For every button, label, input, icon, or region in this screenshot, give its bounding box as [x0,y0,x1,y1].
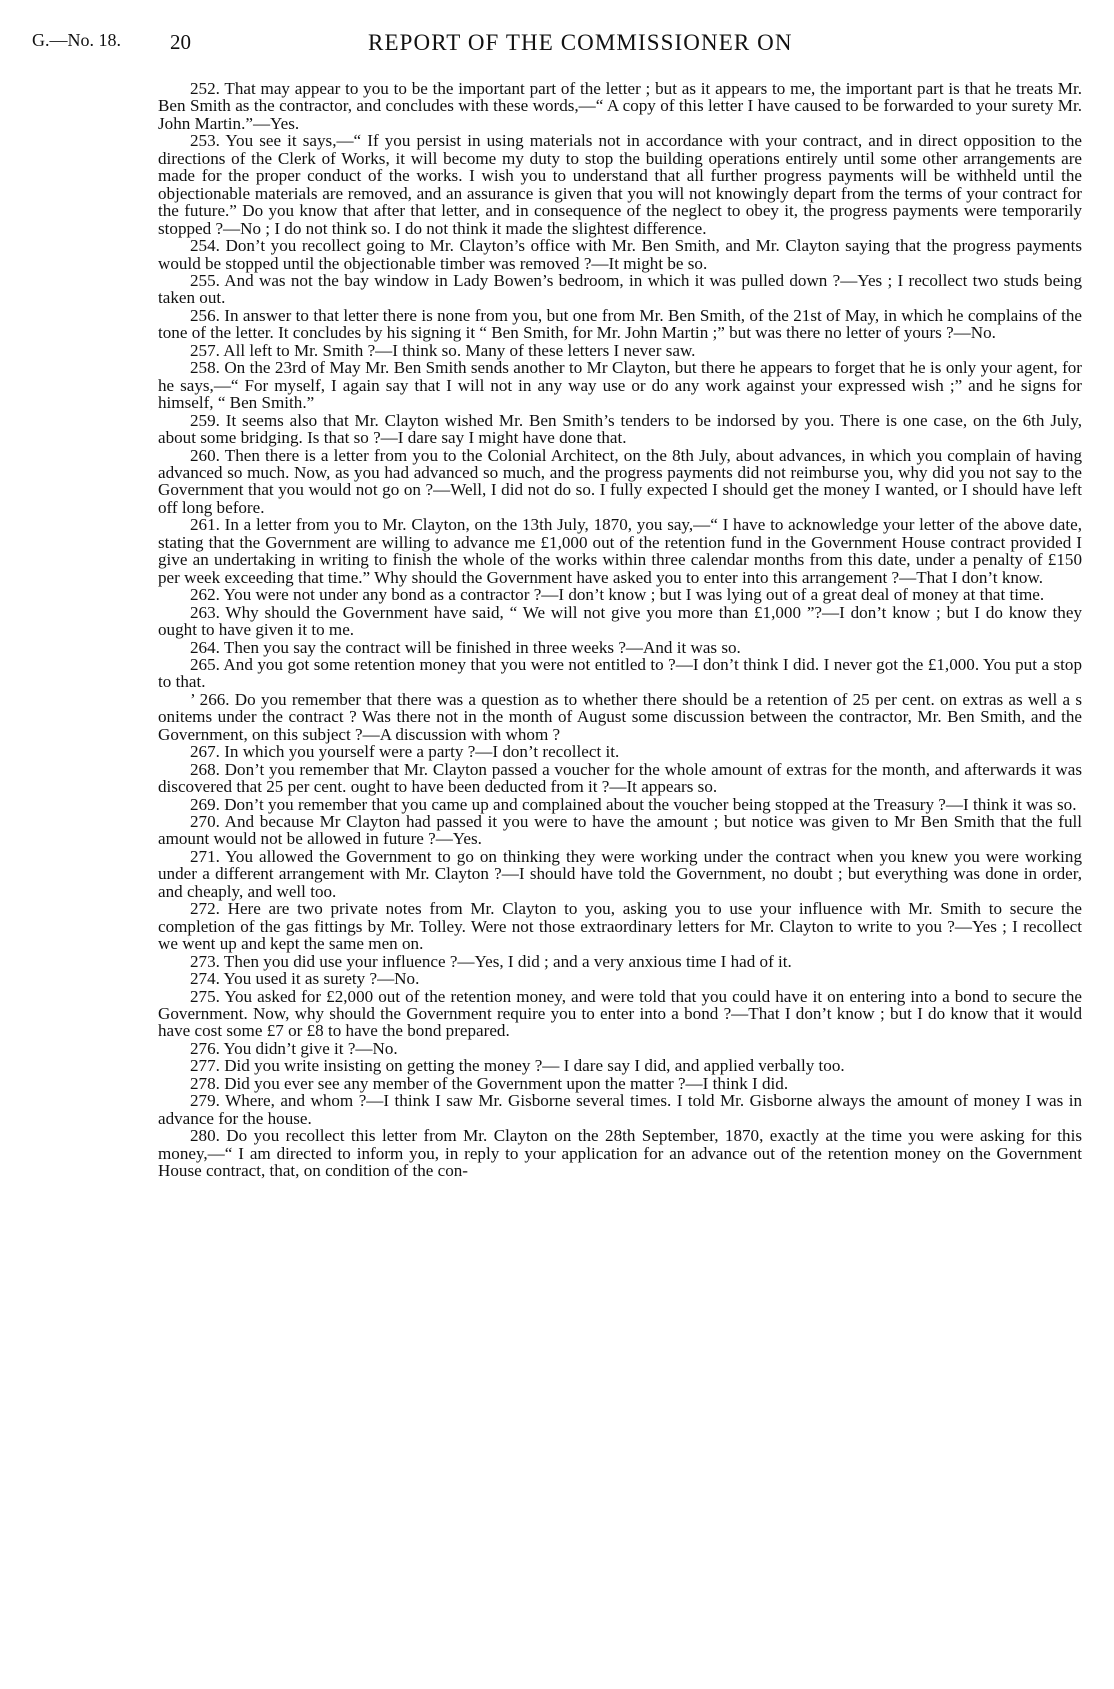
paragraph-260: 260. Then there is a letter from you to the Colonial Architect, on the 8th July, about advances, in which you complain of having advanced so much. Now, as you had advanced so much, and the progress payments did not reimburse you, why did you not say to the Government that you would not go on ?—Well, I did not do so. I fully expected I should get the money I wanted, or I should have left off long before. [158,445,1082,517]
paragraph-267: 267. In which you yourself were a party ?—I don’t recollect it. [190,742,620,762]
paragraph-259: 259. It seems also that Mr. Clayton wished Mr. Ben Smith’s tenders to be indorsed by you. There is one case, on the 6th July, about some bridging. Is that so ?—I dare say I might have done that. [158,410,1082,448]
paragraph-280: 280. Do you recollect this letter from Mr. Clayton on the 28th September, 1870, exactly at the time you were asking for this money,—“ I am directed to inform you, in reply to your application for an advance out of the retention money on the Government House contract, that, on condition of the con- [158,1126,1082,1181]
paragraph-263: 263. Why should the Government have said, “ We will not give you more than £1,000 ”?—I don’t know ; but I do know they ought to have given it to me. [158,602,1082,640]
paragraph-252: 252. That may appear to you to be the important part of the letter ; but as it appears to me, the important part is that he treats Mr. Ben Smith as the contractor, and concludes with these words,—“ A copy of this letter I have caused to be forwarded to your surety Mr. John Martin.”—Yes. [158,79,1082,133]
paragraph-253: 253. You see it says,—“ If you persist in using materials not in accordance with your contract, and in direct opposition to the directions of the Clerk of Works, it will become my duty to stop the building operations entirely until some other arrangements are made for the proper conduct of the works. I wish you to understand that all further progress payments will be withheld until the objectionable materials are removed, and an assurance is given that you will not knowingly depart from the terms of your contract for the future.” Do you know that after that letter, and in consequence of the neglect to obey it, the progress payments were temporarily stopped ?—No ; I do not think so. I do not think it made the slightest difference. [158,131,1082,238]
paragraph-264: 264. Then you say the contract will be finished in three weeks ?—And it was so. [190,637,741,657]
paragraph-269: 269. Don’t you remember that you came up and complained about the voucher being stopped at the Treasury ?—I think it was so. [190,794,1077,814]
running-header [32,30,1082,64]
paragraph-272: 272. Here are two private notes from Mr. Clayton to you, asking you to use your influence with Mr. Smith to secure the completion of the gas fittings by Mr. Tolley. Were not those extraordinary letters for Mr. Clayton to write to you ?—Yes ; I recollect we went up and kept the same men on. [158,899,1082,954]
paragraph-273: 273. Then you did use your influence ?—Yes, I did ; and a very anxious time I had of it. [190,951,792,971]
paragraph-262: 262. You were not under any bond as a contractor ?—I don’t know ; but I was lying out of a great deal of money at that time. [190,585,1045,605]
paragraph-258: 258. On the 23rd of May Mr. Ben Smith sends another to Mr Clayton, but there he appears to forget that he is only your agent, for he says,—“ For myself, I again say that I will not in any way use or do any work against your expressed wish ;” and he signs for himself, “ Ben Smith.” [158,358,1082,413]
paragraph-268: 268. Don’t you remember that Mr. Clayton passed a voucher for the whole amount of extras for the month, and afterwards it was discovered that 25 per cent. ought to have been deducted from it ?—It appears so. [158,759,1082,797]
paragraph-261: 261. In a letter from you to Mr. Clayton, on the 13th July, 1870, you say,—“ I have to acknowledge your letter of the above date, stating that the Government are willing to advance me £1,000 out of the retention fund in the Government House contract provided I give an undertaking in writing to finish the whole of the works within three calendar months from this date, under a penalty of £150 per week exceeding that time.” Why should the Government have asked you to enter into this arrangement ?—That I don’t know. [158,515,1082,587]
running-title: REPORT OF THE COMMISSIONER ON [368,30,793,55]
paragraph-278: 278. Did you ever see any member of the Government upon the matter ?—I think I did. [190,1073,789,1093]
paragraph-255: 255. And was not the bay window in Lady Bowen’s bedroom, in which it was pulled down ?—Yes ; I recollect two studs being taken out. [158,270,1082,308]
paragraph-274: 274. You used it as surety ?—No. [190,969,420,989]
paragraph-277: 277. Did you write insisting on getting the money ?— I dare say I did, and applied verbally too. [190,1056,845,1076]
paragraph-257: 257. All left to Mr. Smith ?—I think so. Many of these letters I never saw. [190,340,696,360]
document-reference: G.—No. 18. [32,30,121,50]
paragraph-265: 265. And you got some retention money that you were not entitled to ?—I don’t think I did. I never got the £1,000. You put a stop to that. [158,654,1082,692]
paragraph-275: 275. You asked for £2,000 out of the retention money, and were told that you could have it on entering into a bond to secure the Government. Now, why should the Government require you to enter into a bond ?—That I don’t know ; but I do know that it would have cost some £7 or £8 to have the bond prepared. [158,986,1082,1041]
paragraph-270: 270. And because Mr Clayton had passed it you were to have the amount ; but notice was given to Mr Ben Smith that the full amount would not be allowed in future ?—Yes. [158,812,1082,849]
page-number: 20 [170,30,191,54]
paragraph-254: 254. Don’t you recollect going to Mr. Clayton’s office with Mr. Ben Smith, and Mr. Clayton saying that the progress payments would be stopped until the objectionable timber was removed ?—It might be so. [158,236,1082,273]
paragraph-266: ’ 266. Do you remember that there was a question as to whether there should be a retention of 25 per cent. on extras as well a s onitems under the contract ? Was there not in the month of August some discussion between the contractor, Mr. Ben Smith, and the Government, on this subject ?—A discussion with whom ? [158,689,1082,744]
paragraph-279: 279. Where, and whom ?—I think I saw Mr. Gisborne several times. I told Mr. Gisborne always the amount of money I was in advance for the house. [158,1091,1082,1128]
paragraph-276: 276. You didn’t give it ?—No. [190,1038,398,1058]
paragraph-256: 256. In answer to that letter there is none from you, but one from Mr. Ben Smith, of the 21st of May, in which he complains of the tone of the letter. It concludes by his signing it “ Ben Smith, for Mr. John Martin ;” but was there no letter of yours ?—No. [158,305,1082,343]
body-text [158,80,1082,1180]
paragraph-271: 271. You allowed the Government to go on thinking they were working under the contract when you knew you were working under a different arrangement with Mr. Clayton ?—I should have told the Government, no doubt ; but everything was done in order, and cheaply, and well too. [158,846,1082,901]
